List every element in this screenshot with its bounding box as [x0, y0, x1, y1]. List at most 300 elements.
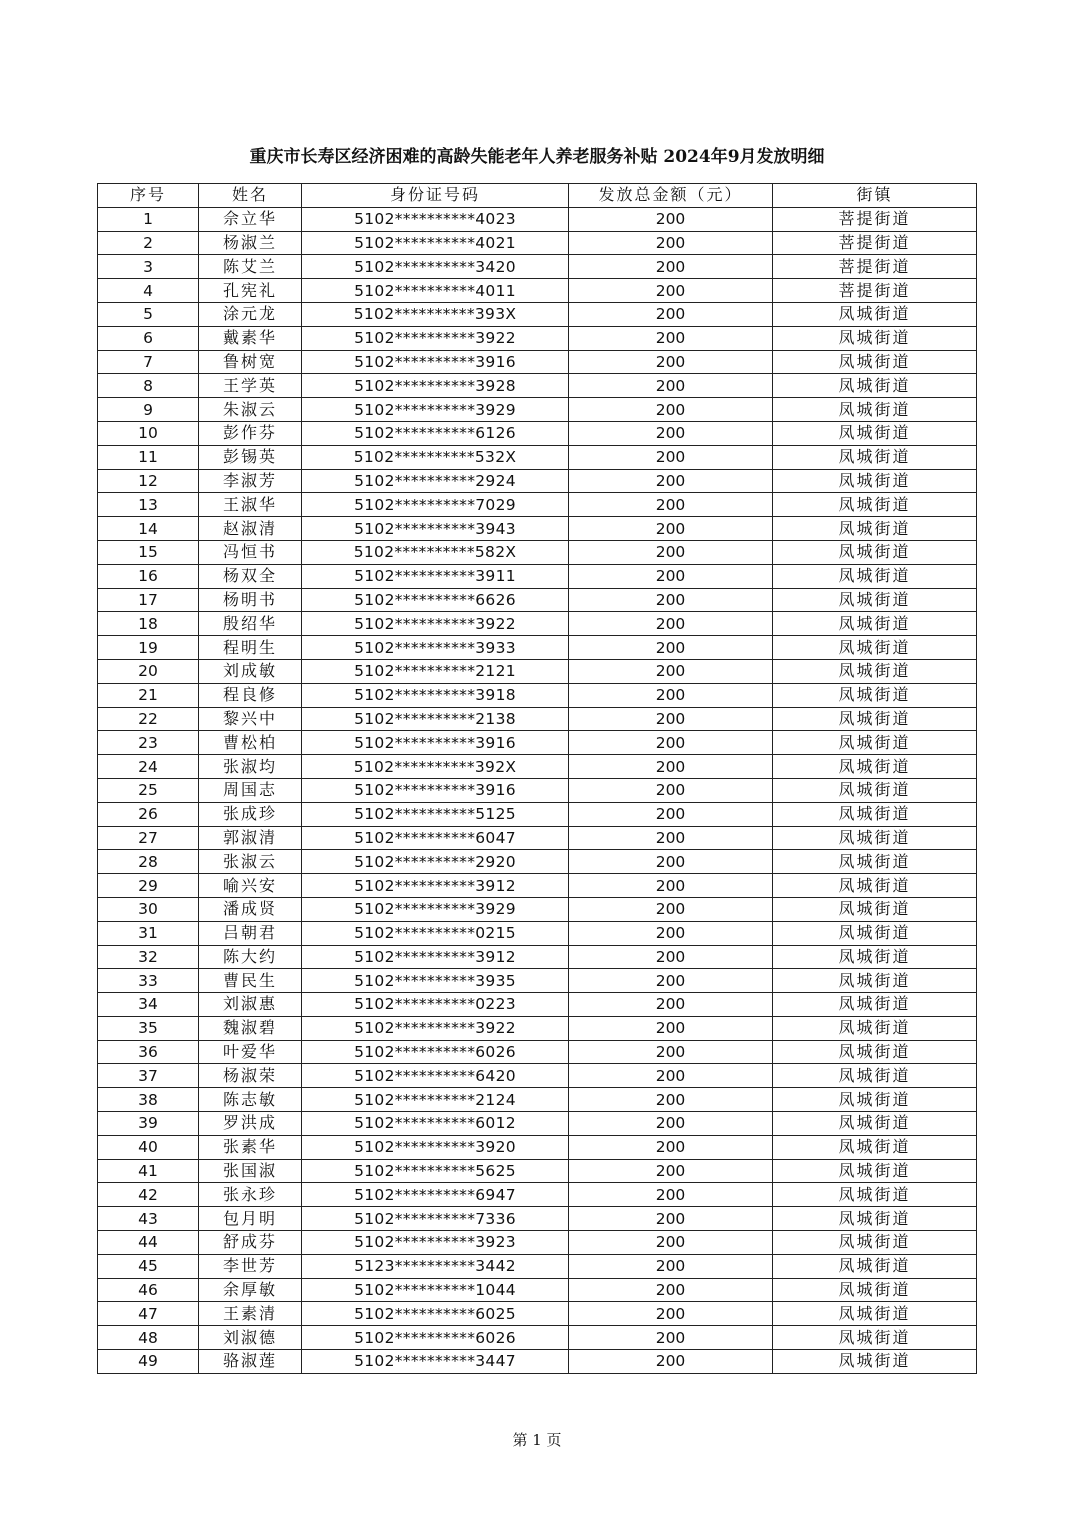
cell-town: 凤城街道: [773, 421, 977, 445]
cell-name: 叶爱华: [199, 1040, 302, 1064]
table-row: [98, 1207, 977, 1231]
cell-town: 菩提街道: [773, 255, 977, 279]
cell-no: 46: [98, 1278, 199, 1302]
cell-no: 40: [98, 1135, 199, 1159]
table-row: [98, 1016, 977, 1040]
cell-name: 杨淑荣: [199, 1064, 302, 1088]
cell-amount: 200: [569, 778, 773, 802]
cell-amount: 200: [569, 683, 773, 707]
cell-town: 凤城街道: [773, 1088, 977, 1112]
cell-no: 33: [98, 969, 199, 993]
cell-no: 35: [98, 1016, 199, 1040]
cell-no: 24: [98, 755, 199, 779]
cell-amount: 200: [569, 659, 773, 683]
cell-id-number: 5102**********3920: [302, 1135, 569, 1159]
cell-amount: 200: [569, 374, 773, 398]
cell-no: 30: [98, 897, 199, 921]
cell-amount: 200: [569, 945, 773, 969]
cell-no: 20: [98, 659, 199, 683]
cell-name: 郭淑清: [199, 826, 302, 850]
cell-town: 凤城街道: [773, 945, 977, 969]
cell-id-number: 5102**********393X: [302, 302, 569, 326]
table-row: [98, 731, 977, 755]
cell-no: 49: [98, 1350, 199, 1374]
table-row: [98, 683, 977, 707]
table-row: [98, 659, 977, 683]
cell-id-number: 5102**********2924: [302, 469, 569, 493]
header-no: 序号: [98, 184, 199, 208]
cell-id-number: 5102**********3935: [302, 969, 569, 993]
table-row: [98, 802, 977, 826]
cell-amount: 200: [569, 1040, 773, 1064]
cell-town: 凤城街道: [773, 1183, 977, 1207]
table-row: [98, 969, 977, 993]
cell-amount: 200: [569, 969, 773, 993]
cell-id-number: 5102**********7336: [302, 1207, 569, 1231]
cell-amount: 200: [569, 1135, 773, 1159]
cell-id-number: 5102**********1044: [302, 1278, 569, 1302]
table-row: [98, 874, 977, 898]
cell-amount: 200: [569, 326, 773, 350]
cell-amount: 200: [569, 493, 773, 517]
cell-amount: 200: [569, 755, 773, 779]
page-title: 重庆市长寿区经济困难的高龄失能老年人养老服务补贴 2024年9月发放明细: [249, 147, 825, 167]
table-row: [98, 1231, 977, 1255]
table-row: [98, 993, 977, 1017]
cell-amount: 200: [569, 826, 773, 850]
cell-name: 张国淑: [199, 1159, 302, 1183]
table-row: [98, 850, 977, 874]
cell-name: 包月明: [199, 1207, 302, 1231]
cell-town: 凤城街道: [773, 1112, 977, 1136]
cell-no: 34: [98, 993, 199, 1017]
table-row: [98, 1183, 977, 1207]
cell-town: 凤城街道: [773, 350, 977, 374]
cell-town: 凤城街道: [773, 1326, 977, 1350]
table-row: [98, 897, 977, 921]
cell-no: 36: [98, 1040, 199, 1064]
cell-name: 殷绍华: [199, 612, 302, 636]
table-row: [98, 207, 977, 231]
cell-amount: 200: [569, 707, 773, 731]
cell-no: 6: [98, 326, 199, 350]
cell-name: 王淑华: [199, 493, 302, 517]
cell-no: 13: [98, 493, 199, 517]
cell-id-number: 5102**********5125: [302, 802, 569, 826]
table-row: [98, 564, 977, 588]
cell-town: 凤城街道: [773, 1040, 977, 1064]
cell-amount: 200: [569, 1183, 773, 1207]
cell-name: 黎兴中: [199, 707, 302, 731]
table-row: [98, 374, 977, 398]
cell-town: 凤城街道: [773, 1350, 977, 1374]
table-row: [98, 469, 977, 493]
cell-no: 3: [98, 255, 199, 279]
cell-amount: 200: [569, 1207, 773, 1231]
cell-name: 潘成贤: [199, 897, 302, 921]
cell-id-number: 5102**********6947: [302, 1183, 569, 1207]
cell-town: 凤城街道: [773, 636, 977, 660]
cell-town: 凤城街道: [773, 993, 977, 1017]
cell-town: 凤城街道: [773, 874, 977, 898]
cell-town: 菩提街道: [773, 207, 977, 231]
cell-amount: 200: [569, 1112, 773, 1136]
cell-amount: 200: [569, 421, 773, 445]
cell-amount: 200: [569, 302, 773, 326]
cell-name: 曹民生: [199, 969, 302, 993]
cell-town: 凤城街道: [773, 1231, 977, 1255]
cell-name: 喻兴安: [199, 874, 302, 898]
cell-no: 12: [98, 469, 199, 493]
cell-amount: 200: [569, 1088, 773, 1112]
table-row: [98, 421, 977, 445]
cell-name: 周国志: [199, 778, 302, 802]
cell-no: 9: [98, 398, 199, 422]
cell-town: 凤城街道: [773, 897, 977, 921]
cell-id-number: 5102**********3933: [302, 636, 569, 660]
table-row: [98, 493, 977, 517]
cell-amount: 200: [569, 231, 773, 255]
cell-amount: 200: [569, 350, 773, 374]
cell-town: 凤城街道: [773, 659, 977, 683]
cell-amount: 200: [569, 564, 773, 588]
cell-name: 陈大约: [199, 945, 302, 969]
cell-amount: 200: [569, 1254, 773, 1278]
table-row: [98, 921, 977, 945]
cell-id-number: 5102**********7029: [302, 493, 569, 517]
table-row: [98, 826, 977, 850]
table-row: [98, 1112, 977, 1136]
cell-town: 凤城街道: [773, 1064, 977, 1088]
cell-amount: 200: [569, 255, 773, 279]
cell-town: 凤城街道: [773, 374, 977, 398]
cell-amount: 200: [569, 1350, 773, 1374]
cell-amount: 200: [569, 398, 773, 422]
cell-id-number: 5102**********2920: [302, 850, 569, 874]
cell-no: 37: [98, 1064, 199, 1088]
subsidy-table: [97, 183, 977, 1374]
table-row: [98, 707, 977, 731]
cell-town: 凤城街道: [773, 921, 977, 945]
cell-town: 凤城街道: [773, 778, 977, 802]
cell-name: 冯恒书: [199, 540, 302, 564]
cell-name: 骆淑莲: [199, 1350, 302, 1374]
header-town: 街镇: [773, 184, 977, 208]
cell-id-number: 5102**********3916: [302, 731, 569, 755]
cell-town: 凤城街道: [773, 326, 977, 350]
cell-id-number: 5102**********5625: [302, 1159, 569, 1183]
cell-no: 43: [98, 1207, 199, 1231]
table-row: [98, 231, 977, 255]
cell-town: 凤城街道: [773, 1135, 977, 1159]
cell-name: 涂元龙: [199, 302, 302, 326]
table-row: [98, 636, 977, 660]
cell-town: 凤城街道: [773, 493, 977, 517]
cell-id-number: 5102**********3943: [302, 517, 569, 541]
cell-name: 杨明书: [199, 588, 302, 612]
cell-amount: 200: [569, 1302, 773, 1326]
cell-no: 8: [98, 374, 199, 398]
cell-id-number: 5102**********3929: [302, 398, 569, 422]
cell-amount: 200: [569, 469, 773, 493]
cell-amount: 200: [569, 1231, 773, 1255]
cell-no: 17: [98, 588, 199, 612]
cell-name: 彭锡英: [199, 445, 302, 469]
cell-id-number: 5102**********0215: [302, 921, 569, 945]
cell-id-number: 5102**********6026: [302, 1040, 569, 1064]
cell-amount: 200: [569, 874, 773, 898]
cell-no: 26: [98, 802, 199, 826]
table-row: [98, 350, 977, 374]
cell-id-number: 5102**********3922: [302, 612, 569, 636]
table-row: [98, 1040, 977, 1064]
cell-id-number: 5102**********2124: [302, 1088, 569, 1112]
cell-id-number: 5102**********3420: [302, 255, 569, 279]
cell-town: 凤城街道: [773, 588, 977, 612]
cell-id-number: 5102**********6026: [302, 1326, 569, 1350]
table-row: [98, 326, 977, 350]
cell-no: 21: [98, 683, 199, 707]
cell-name: 李淑芳: [199, 469, 302, 493]
cell-town: 凤城街道: [773, 469, 977, 493]
cell-no: 16: [98, 564, 199, 588]
cell-no: 1: [98, 207, 199, 231]
table-row: [98, 588, 977, 612]
cell-amount: 200: [569, 802, 773, 826]
cell-id-number: 5102**********3923: [302, 1231, 569, 1255]
table-row: [98, 445, 977, 469]
table-row: [98, 255, 977, 279]
table-row: [98, 612, 977, 636]
cell-town: 凤城街道: [773, 1016, 977, 1040]
cell-id-number: 5102**********6047: [302, 826, 569, 850]
table-row: [98, 1135, 977, 1159]
cell-name: 杨双全: [199, 564, 302, 588]
cell-amount: 200: [569, 540, 773, 564]
cell-amount: 200: [569, 445, 773, 469]
cell-name: 刘淑惠: [199, 993, 302, 1017]
cell-id-number: 5102**********3922: [302, 326, 569, 350]
table-row: [98, 1278, 977, 1302]
cell-amount: 200: [569, 636, 773, 660]
cell-name: 张素华: [199, 1135, 302, 1159]
cell-id-number: 5102**********6025: [302, 1302, 569, 1326]
cell-amount: 200: [569, 1159, 773, 1183]
cell-town: 凤城街道: [773, 398, 977, 422]
cell-no: 10: [98, 421, 199, 445]
cell-name: 陈志敏: [199, 1088, 302, 1112]
cell-id-number: 5102**********4023: [302, 207, 569, 231]
cell-id-number: 5102**********3912: [302, 874, 569, 898]
cell-town: 菩提街道: [773, 231, 977, 255]
cell-no: 5: [98, 302, 199, 326]
cell-amount: 200: [569, 588, 773, 612]
cell-id-number: 5123**********3442: [302, 1254, 569, 1278]
cell-town: 凤城街道: [773, 707, 977, 731]
cell-no: 29: [98, 874, 199, 898]
cell-town: 凤城街道: [773, 1278, 977, 1302]
cell-name: 张成珍: [199, 802, 302, 826]
cell-name: 魏淑碧: [199, 1016, 302, 1040]
cell-town: 凤城街道: [773, 683, 977, 707]
cell-town: 凤城街道: [773, 1207, 977, 1231]
cell-no: 39: [98, 1112, 199, 1136]
cell-id-number: 5102**********6126: [302, 421, 569, 445]
cell-town: 凤城街道: [773, 445, 977, 469]
cell-name: 朱淑云: [199, 398, 302, 422]
table-body: [98, 207, 977, 1373]
table-header-row: [98, 184, 977, 208]
cell-name: 鲁树宽: [199, 350, 302, 374]
cell-name: 刘成敏: [199, 659, 302, 683]
table-row: [98, 778, 977, 802]
cell-name: 彭作芬: [199, 421, 302, 445]
header-id: 身份证号码: [302, 184, 569, 208]
cell-id-number: 5102**********3922: [302, 1016, 569, 1040]
cell-no: 14: [98, 517, 199, 541]
table-row: [98, 1254, 977, 1278]
cell-id-number: 5102**********0223: [302, 993, 569, 1017]
cell-id-number: 5102**********3916: [302, 778, 569, 802]
cell-no: 18: [98, 612, 199, 636]
cell-id-number: 5102**********6012: [302, 1112, 569, 1136]
cell-id-number: 5102**********3929: [302, 897, 569, 921]
cell-town: 凤城街道: [773, 802, 977, 826]
cell-town: 凤城街道: [773, 302, 977, 326]
cell-name: 余厚敏: [199, 1278, 302, 1302]
cell-no: 22: [98, 707, 199, 731]
cell-name: 王素清: [199, 1302, 302, 1326]
cell-town: 凤城街道: [773, 564, 977, 588]
cell-no: 28: [98, 850, 199, 874]
cell-town: 凤城街道: [773, 969, 977, 993]
cell-id-number: 5102**********2138: [302, 707, 569, 731]
cell-amount: 200: [569, 612, 773, 636]
cell-amount: 200: [569, 1278, 773, 1302]
cell-amount: 200: [569, 1016, 773, 1040]
cell-no: 27: [98, 826, 199, 850]
table-row: [98, 1302, 977, 1326]
cell-no: 42: [98, 1183, 199, 1207]
cell-name: 程明生: [199, 636, 302, 660]
cell-name: 张淑均: [199, 755, 302, 779]
cell-no: 15: [98, 540, 199, 564]
cell-amount: 200: [569, 731, 773, 755]
cell-name: 佘立华: [199, 207, 302, 231]
cell-town: 凤城街道: [773, 826, 977, 850]
cell-amount: 200: [569, 279, 773, 303]
cell-no: 31: [98, 921, 199, 945]
cell-id-number: 5102**********4021: [302, 231, 569, 255]
cell-id-number: 5102**********582X: [302, 540, 569, 564]
table-row: [98, 1088, 977, 1112]
table-row: [98, 1350, 977, 1374]
cell-amount: 200: [569, 517, 773, 541]
cell-town: 凤城街道: [773, 1254, 977, 1278]
cell-no: 19: [98, 636, 199, 660]
cell-no: 48: [98, 1326, 199, 1350]
table-row: [98, 755, 977, 779]
cell-no: 41: [98, 1159, 199, 1183]
cell-no: 4: [98, 279, 199, 303]
cell-amount: 200: [569, 1064, 773, 1088]
cell-amount: 200: [569, 1326, 773, 1350]
cell-name: 吕朝君: [199, 921, 302, 945]
cell-no: 47: [98, 1302, 199, 1326]
cell-id-number: 5102**********392X: [302, 755, 569, 779]
cell-amount: 200: [569, 897, 773, 921]
header-amount: 发放总金额（元）: [569, 184, 773, 208]
table-row: [98, 945, 977, 969]
cell-amount: 200: [569, 207, 773, 231]
table-row: [98, 1064, 977, 1088]
cell-no: 2: [98, 231, 199, 255]
table-row: [98, 398, 977, 422]
cell-id-number: 5102**********3916: [302, 350, 569, 374]
cell-name: 张永珍: [199, 1183, 302, 1207]
cell-name: 杨淑兰: [199, 231, 302, 255]
cell-id-number: 5102**********3918: [302, 683, 569, 707]
cell-town: 凤城街道: [773, 1159, 977, 1183]
cell-id-number: 5102**********3928: [302, 374, 569, 398]
cell-town: 凤城街道: [773, 1302, 977, 1326]
cell-no: 44: [98, 1231, 199, 1255]
cell-id-number: 5102**********3447: [302, 1350, 569, 1374]
cell-name: 罗洪成: [199, 1112, 302, 1136]
cell-no: 25: [98, 778, 199, 802]
table-row: [98, 1159, 977, 1183]
cell-id-number: 5102**********3912: [302, 945, 569, 969]
cell-town: 凤城街道: [773, 755, 977, 779]
table-row: [98, 302, 977, 326]
cell-id-number: 5102**********532X: [302, 445, 569, 469]
cell-name: 程良修: [199, 683, 302, 707]
cell-name: 赵淑清: [199, 517, 302, 541]
cell-name: 陈艾兰: [199, 255, 302, 279]
header-name: 姓名: [199, 184, 302, 208]
cell-no: 32: [98, 945, 199, 969]
cell-name: 王学英: [199, 374, 302, 398]
table-row: [98, 279, 977, 303]
cell-name: 张淑云: [199, 850, 302, 874]
cell-no: 23: [98, 731, 199, 755]
cell-id-number: 5102**********6626: [302, 588, 569, 612]
cell-town: 凤城街道: [773, 612, 977, 636]
cell-name: 刘淑德: [199, 1326, 302, 1350]
cell-name: 舒成芬: [199, 1231, 302, 1255]
cell-name: 孔宪礼: [199, 279, 302, 303]
cell-town: 凤城街道: [773, 517, 977, 541]
cell-no: 38: [98, 1088, 199, 1112]
cell-id-number: 5102**********4011: [302, 279, 569, 303]
cell-no: 7: [98, 350, 199, 374]
cell-id-number: 5102**********6420: [302, 1064, 569, 1088]
table-row: [98, 540, 977, 564]
cell-no: 11: [98, 445, 199, 469]
table-row: [98, 517, 977, 541]
cell-name: 曹松柏: [199, 731, 302, 755]
cell-no: 45: [98, 1254, 199, 1278]
cell-amount: 200: [569, 921, 773, 945]
page-number: 第 1 页: [512, 1431, 562, 1449]
cell-town: 菩提街道: [773, 279, 977, 303]
cell-town: 凤城街道: [773, 850, 977, 874]
cell-amount: 200: [569, 993, 773, 1017]
cell-name: 戴素华: [199, 326, 302, 350]
cell-id-number: 5102**********2121: [302, 659, 569, 683]
table-row: [98, 1326, 977, 1350]
cell-amount: 200: [569, 850, 773, 874]
